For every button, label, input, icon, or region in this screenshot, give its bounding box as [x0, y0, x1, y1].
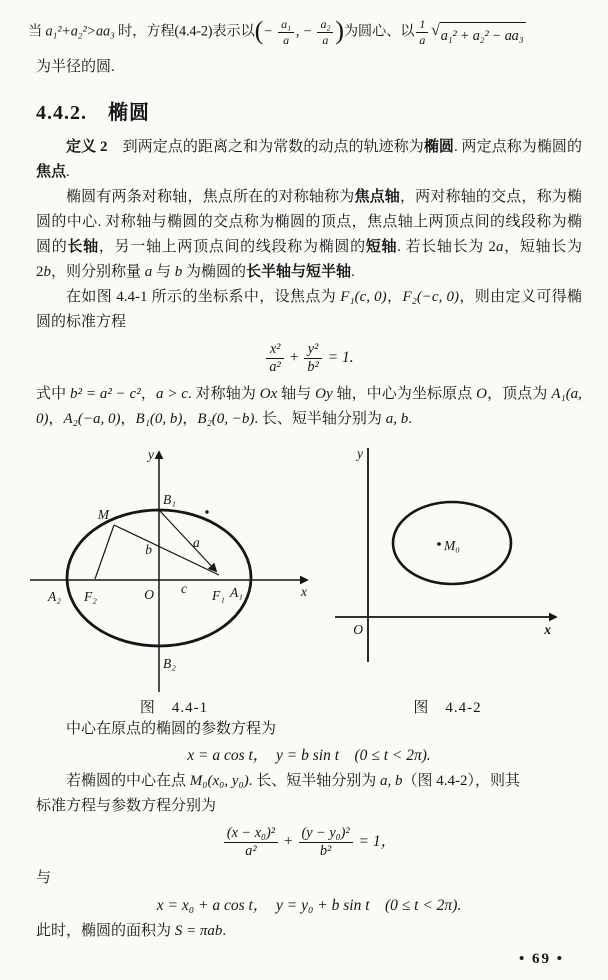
figure-1-caption: 图 4.4-1 [139, 700, 209, 717]
intro-line-1: 当 a₁²+a₂²>aa₃ 时，方程(4.4-2)表示以(− $\frac{\text{a₁}}{a}$ , − $\frac{\text{a₂}}{a}$ )为圆心、以 $\frac{1}{a}$ √ a₁² + a₂² − aa₃ [28, 18, 582, 49]
standard-equation-2: $\frac{\text{(x − x₀)²}}{\text{a²}}$ + $\frac{\text{(y − y₀)²}}{\text{b²}}$ = 1， [36, 826, 582, 859]
conjunction: 与 [36, 870, 52, 887]
page-number: • 69 • [518, 951, 564, 967]
section-heading: 4.4.2. 椭圆 [36, 102, 150, 125]
label-f2: F₂ [84, 589, 97, 605]
axes-paragraph: 椭圆有两条对称轴，焦点所在的对称轴称为焦点轴，两对称轴的交点，称为椭圆的中心. 对称轴与椭圆的交点称为椭圆的顶点，焦点轴上两顶点间的线段称为椭圆的长轴，另一轴上两顶点间的线段称为椭圆的短轴. 若长轴长为 2a，短轴长为 2b，则分别称量 a 与 b 为椭圆的长半轴与短半轴. [36, 189, 582, 281]
figure-4-4-2 [330, 440, 565, 696]
segment-m-f1 [114, 525, 219, 575]
figures-row [24, 440, 582, 717]
coordinate-paragraph: 在如图 4.4-1 所示的坐标系中，设焦点为 F₁(c, 0)，F₂(−c, 0)，则由定义可得椭圆的标准方程 [36, 289, 582, 331]
label-x-axis: x [301, 584, 307, 600]
area-paragraph: 此时，椭圆的面积为 S = πab. [36, 923, 227, 940]
note-paragraph: 式中 b² = a² − c²，a > c. 对称轴为 Ox 轴与 Oy 轴，中心为坐标原点 O，顶点为 A₁(a, 0)，A₂(−a, 0)，B₁(0, b)，B₂(0, −b). 长、短半轴分别为 a, b. [36, 386, 582, 428]
label-b: b [145, 542, 152, 558]
ellipse-dot [205, 511, 208, 514]
segment-m-f2 [95, 525, 114, 579]
label-c: c [181, 581, 187, 597]
center-point-paragraph-2: 标准方程与参数方程分别为 [36, 798, 217, 815]
label-x-axis: x [544, 622, 551, 638]
label-a2: A₂ [48, 589, 61, 605]
definition-paragraph: 定义 2 到两定点的距离之和为常数的动点的轨迹称为椭圆. 两定点称为椭圆的焦点. [36, 139, 582, 181]
label-b2: B₂ [163, 656, 176, 672]
label-f1: F₁ [212, 588, 225, 604]
parametric-intro-paragraph: 中心在原点的椭圆的参数方程为 [66, 721, 277, 738]
label-y-axis: y [148, 447, 154, 463]
parametric-equation-2: x = x₀ + a cos t， y = y₀ + b sin t (0 ≤ t < 2π). [156, 897, 462, 915]
label-m0: M₀ [444, 538, 460, 554]
label-y-axis: y [357, 446, 363, 462]
label-a1: A₁ [230, 585, 243, 601]
figure-2-column [330, 440, 565, 717]
label-o: O [144, 587, 154, 603]
label-b1: B₁ [163, 492, 176, 508]
label-a: a [193, 535, 200, 551]
center-point-paragraph: 若椭圆的中心在点 M₀(x₀, y₀). 长、短半轴分别为 a, b（图 4.4-2），则其 [66, 773, 520, 790]
figure-2-caption: 图 4.4-2 [413, 700, 482, 717]
center-dot [437, 543, 441, 547]
figure-1-column [24, 440, 324, 717]
intro-line-2: 为半径的圆. [36, 59, 115, 76]
standard-equation: $\frac{\text{x²}}{\text{a²}}$ + $\frac{\text{y²}}{\text{b²}}$ = 1. [36, 342, 582, 375]
label-o: O [353, 622, 363, 638]
label-m: M [97, 507, 109, 523]
parametric-equation-1: x = a cos t， y = b sin t (0 ≤ t < 2π). [187, 747, 431, 765]
figure-4-4-1 [24, 440, 324, 696]
